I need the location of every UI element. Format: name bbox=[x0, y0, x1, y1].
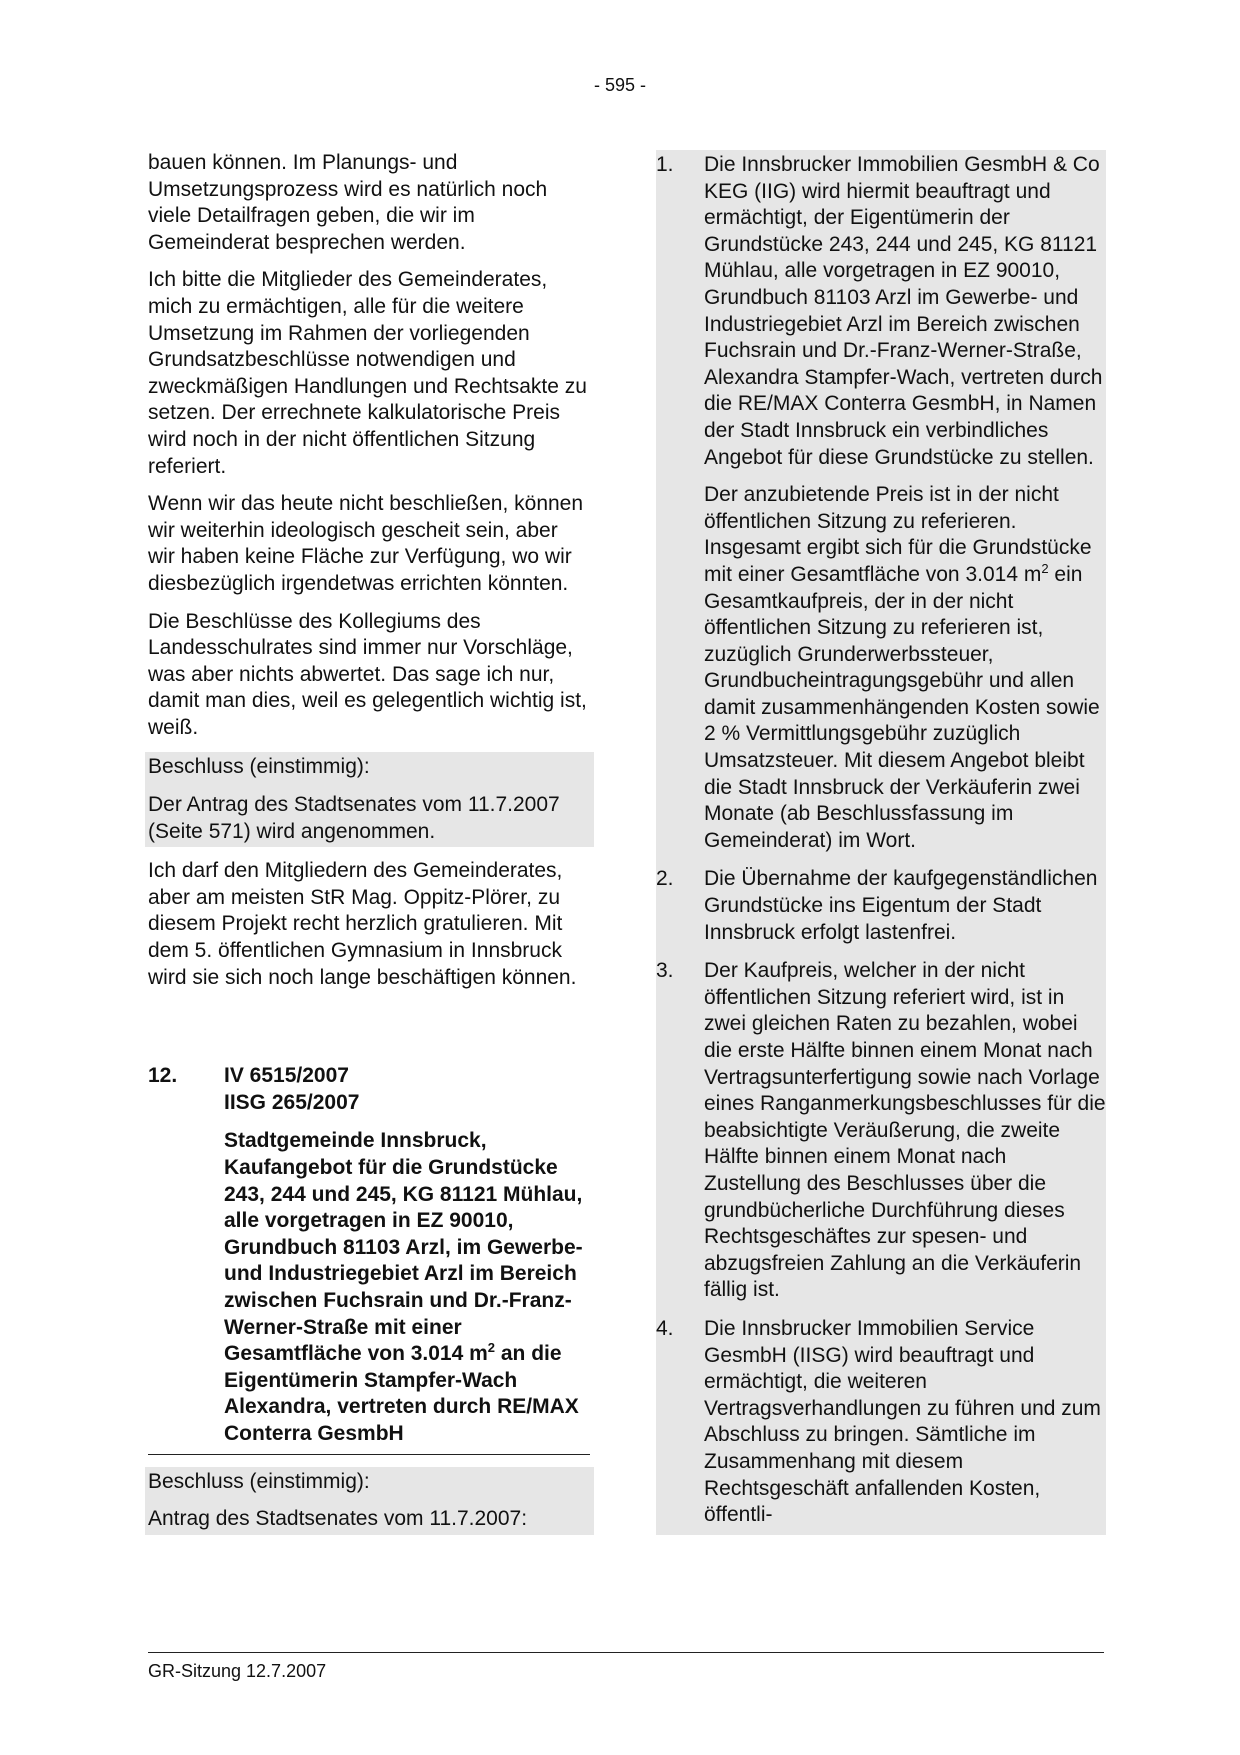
list-item-number: 1. bbox=[656, 153, 674, 176]
agenda-item-number: 12. bbox=[148, 1064, 178, 1088]
paragraph: Wenn wir das heute nicht beschließen, können wir weiterhin ideologisch gescheit sein, aber wir haben keine Fläche zur Verfügung, wo wir diesbezüglich irgendetwas errichten könnten. bbox=[148, 492, 584, 595]
paragraph: Ich bitte die Mitglieder des Gemeinderates, mich zu ermächtigen, alle für die weitere Umsetzung im Rahmen der vorliegenden Grundsatzbeschlüsse notwendigen und zweckmäßigen Handlungen und Rechtsakte zu setzen. Der errechnete kalkulatorische Preis wird noch in der nicht öffentlichen Sitzung referiert. bbox=[148, 268, 587, 478]
list-item bbox=[656, 152, 1106, 854]
agenda-item-ids bbox=[224, 1063, 590, 1116]
list-item bbox=[656, 866, 1106, 946]
list-item-number: 2. bbox=[656, 867, 674, 891]
resolution-box bbox=[145, 752, 594, 847]
paragraph: Ich darf den Mitgliedern des Gemeinderates, aber am meisten StR Mag. Oppitz-Plörer, zu diesem Projekt recht herzlich gratulieren. Mit dem 5. öffentlichen Gymnasium in Innsbruck wird sie sich noch lange beschäftigen können. bbox=[148, 859, 577, 989]
resolution-text: Der Antrag des Stadtsenates vom 11.7.2007 (Seite 571) wird angenommen. bbox=[148, 793, 560, 843]
left-column bbox=[148, 150, 590, 1535]
list-item bbox=[656, 958, 1106, 1304]
file-number: IV 6515/2007 bbox=[224, 1064, 349, 1088]
resolution-text: Antrag des Stadtsenates vom 11.7.2007: bbox=[148, 1507, 528, 1531]
paragraph: Die Beschlüsse des Kollegiums des Landesschulrates sind immer nur Vorschläge, was aber nichts abwertet. Das sage ich nur, damit man dies, weil es gelegentlich wichtig ist, weiß. bbox=[148, 609, 587, 739]
resolution-label: Beschluss (einstimmig): bbox=[148, 755, 370, 779]
list-item-text: Der Kaufpreis, welcher in der nicht öffentlichen Sitzung referiert wird, ist in zwei gleichen Raten zu bezahlen, wobei die erste Hälfte binnen einem Monat nach Vertragsunterfertigung sowie nach Vorlage eines Ranganmerkungsbeschlusses für die beabsichtigte Veräußerung, die zweite Hälfte binnen einem Monat nach Zustellung des Beschlusses über die grundbücherliche Durchführung dieses Rechtsgeschäftes zur spesen- und abzugsfreien Zahlung an die Verkäuferin fällig ist. bbox=[704, 959, 1106, 1302]
footer-divider bbox=[148, 1652, 1104, 1653]
list-item-number: 3. bbox=[656, 959, 674, 983]
list-item bbox=[656, 1316, 1106, 1529]
page-number: - 595 - bbox=[593, 75, 647, 95]
agenda-item-12 bbox=[148, 1063, 590, 1447]
divider bbox=[148, 1454, 590, 1455]
agenda-item-body bbox=[224, 1063, 590, 1447]
agenda-item-title: Stadtgemeinde Innsbruck, Kaufangebot für die Grundstücke 243, 244 und 245, KG 81121 Mühlau, alle vorgetragen in EZ 90010, Grundbuch 81103 Arzl, im Gewerbe- und Industriegebiet Arzl im Bereich zwischen Fuchsrain und Dr.-Franz-Werner-Straße mit einer Gesamtfläche von 3.014 $m^2$ an die Eigentümerin Stampfer-Wach Alexandra, vertreten durch RE/MAX Conterra GesmbH bbox=[224, 1129, 583, 1445]
footer: GR-Sitzung 12.7.2007 bbox=[148, 1661, 327, 1681]
list-item-text: Die Innsbrucker Immobilien GesmbH & Co KEG (IIG) wird hiermit beauftragt und ermächtigt, der Eigentümerin der Grundstücke 243, 244 und 245, KG 81121 Mühlau, alle vorgetragen in EZ 90010, Grundbuch 81103 Arzl im Gewerbe- und Industriegebiet Arzl im Bereich zwischen Fuchsrain und Dr.-Franz-Werner-Straße, Alexandra Stampfer-Wach, vertreten durch die RE/MAX Conterra GesmbH, in Namen der Stadt Innsbruck ein verbindliches Angebot für diese Grundstücke zu stellen. Der anzubietende Preis ist in der nicht öffentlichen Sitzung zu referieren. Insgesamt ergibt sich für die Grundstücke mit einer Gesamtfläche von 3.014 $m^2$ ein Gesamtkaufpreis, der in der nicht öffentlichen Sitzung zu referieren ist, zuzüglich Grunderwerbssteuer, Grundbucheintragungsgebühr und allen damit zusammenhängenden Kosten sowie 2 % Vermittlungsgebühr zuzüglich Umsatzsteuer. Mit diesem Angebot bleibt die Stadt Innsbruck der Verkäuferin zwei Monate (ab Beschlussfassung im Gemeinderat) im Wort. bbox=[704, 153, 1103, 852]
file-number: IISG 265/2007 bbox=[224, 1090, 360, 1114]
paragraph: bauen können. Im Planungs- und Umsetzungsprozess wird es natürlich noch viele Detailfragen geben, die wir im Gemeinderat besprechen werden. bbox=[148, 151, 548, 254]
resolution-box bbox=[145, 1467, 594, 1535]
list-item-text: Die Innsbrucker Immobilien Service GesmbH (IISG) wird beauftragt und ermächtigt, die weiteren Vertragsverhandlungen zu führen und zum Abschluss zu bringen. Sämtliche im Zusammenhang mit diesem Rechtsgeschäft anfallenden Kosten, öffentli- bbox=[704, 1316, 1101, 1527]
list-item-text: Die Übernahme der kaufgegenständlichen Grundstücke ins Eigentum der Stadt Innsbruck erfolgt lastenfrei. bbox=[704, 867, 1098, 944]
resolution-label: Beschluss (einstimmig): bbox=[148, 1469, 370, 1493]
right-column bbox=[656, 150, 1106, 1535]
list-item-number: 4. bbox=[656, 1316, 674, 1340]
